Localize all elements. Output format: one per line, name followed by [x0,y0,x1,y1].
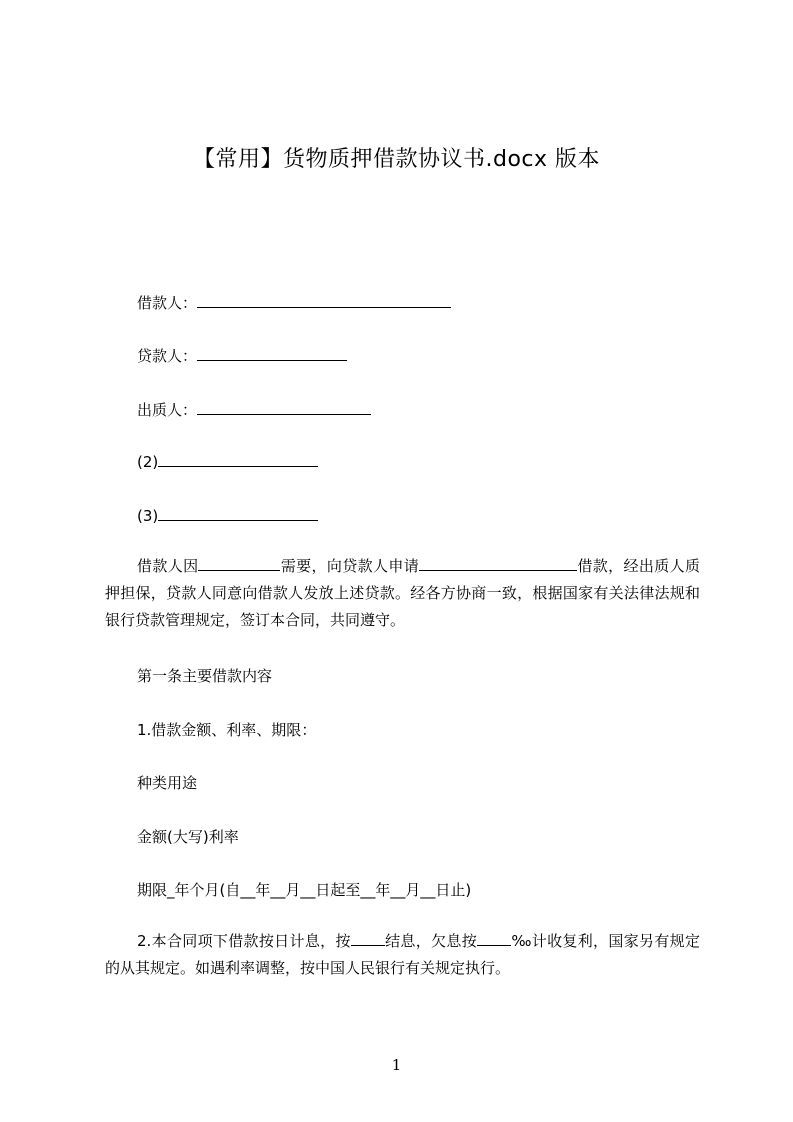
article-1-heading: 第一条主要借款内容 [137,667,273,685]
kind-purpose-line: 种类用途 [137,774,198,792]
party-item-3 [137,506,318,525]
amount-rate-line: 金额(大写)利率 [137,828,239,846]
borrower-blank [197,293,451,308]
party-item-3-blank [158,506,318,521]
party-item-2 [137,452,318,471]
pledgor-line [137,399,371,420]
intro-text-1: 借款人因 [137,557,199,575]
purpose-blank [198,556,280,571]
lender-blank [197,346,347,361]
intro-paragraph [105,553,700,634]
loan-type-blank [419,556,577,571]
article-1-item-2 [105,928,700,982]
party-item-3-label: (3) [137,507,159,525]
pledgor-blank [197,400,371,415]
document-title: 【常用】货物质押借款协议书.docx 版本 [192,147,601,172]
party-item-2-label: (2) [137,453,159,471]
lender-line [137,345,347,366]
page-number: 1 [391,1056,402,1074]
intro-text-3: 借款，经出质人质押担保，贷款人同意向借款人发放上述贷款。经各方协商一致，根据国家有关法律法规和银行贷款管理规定，签订本合同，共同遵守。 [105,557,700,629]
intro-text-2: 需要，向贷款人申请 [280,557,420,575]
item-2-text-3: ‰计收复利，国家另有规定的从其规定。如遇利率调整，按中国人民银行有关规定执行。 [105,932,700,977]
item-2-text-2: 结息，欠息按 [384,932,478,950]
pledgor-label: 出质人： [137,401,198,419]
lender-label: 贷款人： [137,347,198,365]
borrower-line [137,292,451,313]
compound-rate-blank [477,931,511,946]
article-1-item-1: 1.借款金额、利率、期限： [137,721,317,739]
term-line: 期限_年个月(自__年__月__日起至__年__月__日止) [137,881,472,899]
party-item-2-blank [158,452,318,467]
item-2-text-1: 2.本合同项下借款按日计息，按 [137,932,351,950]
borrower-label: 借款人： [137,294,198,312]
settlement-blank [351,931,385,946]
